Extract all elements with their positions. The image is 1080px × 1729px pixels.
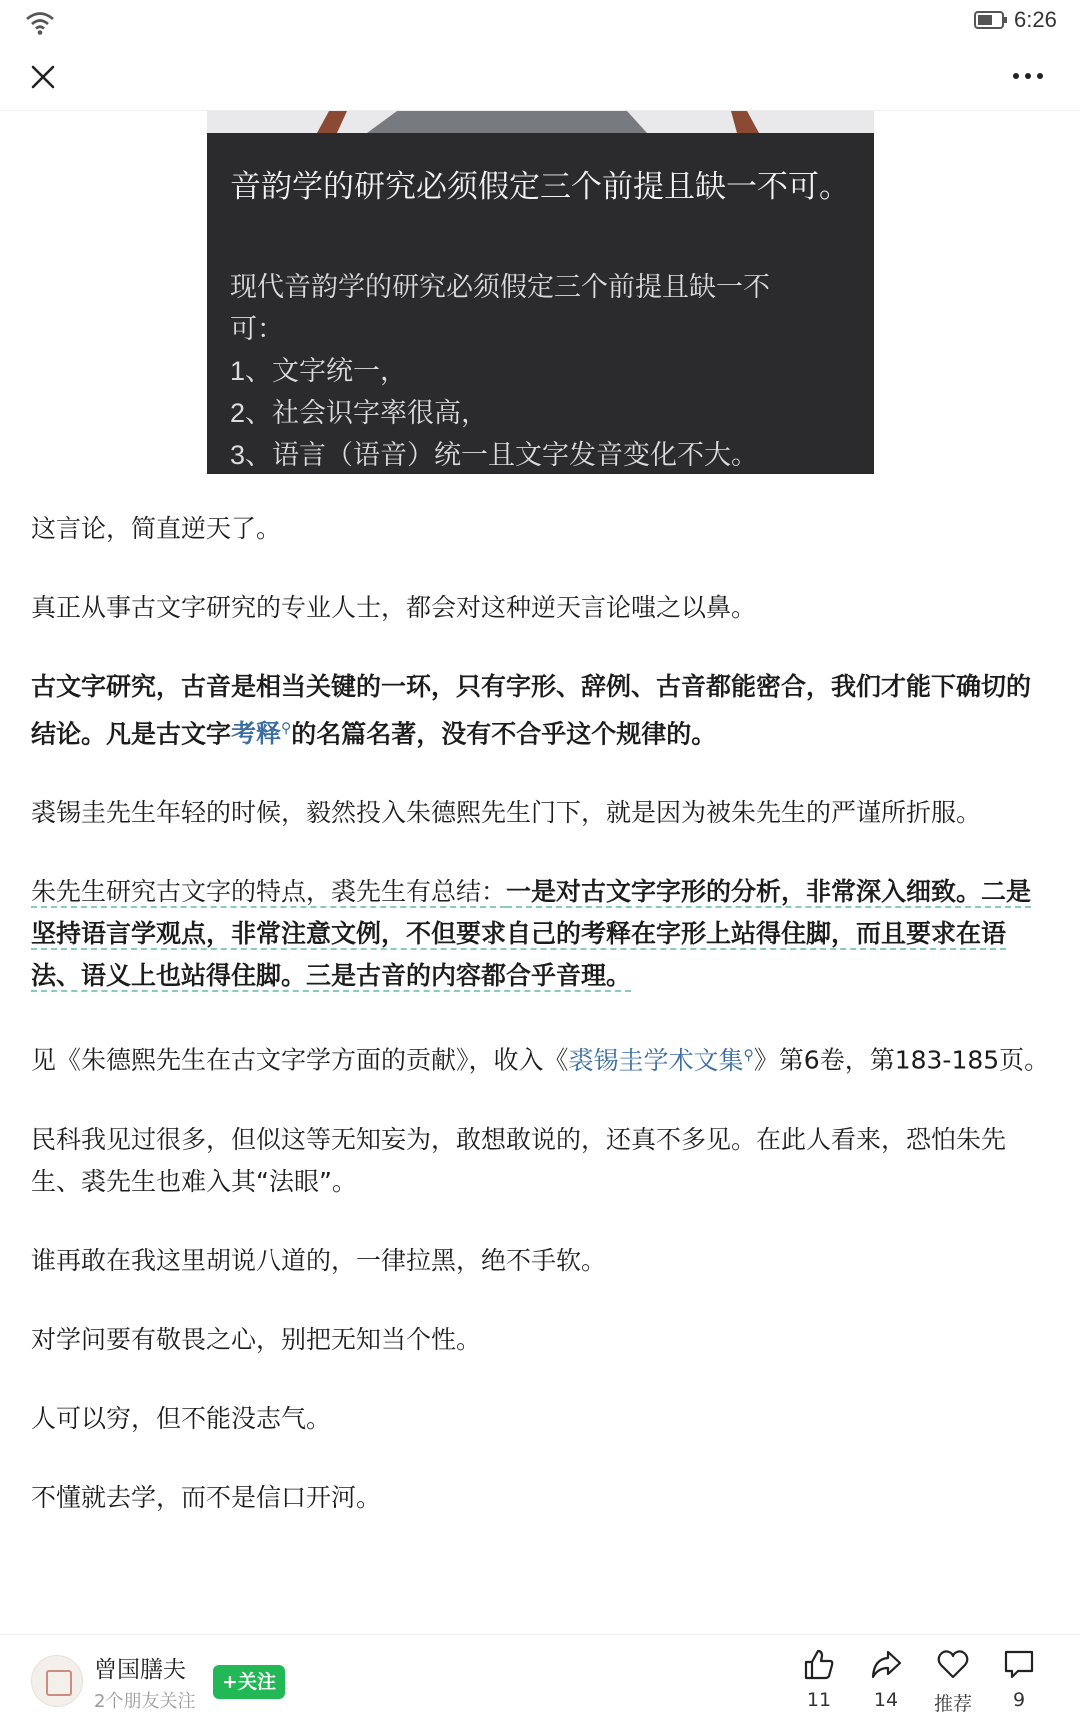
- paragraph-text: 见《朱德熙先生在古文字学方面的贡献》，收入《: [31, 1045, 569, 1075]
- image-title: 音韵学的研究必须假定三个前提且缺一不可。: [230, 169, 850, 204]
- share-icon: [869, 1647, 903, 1681]
- paragraph: 谁再敢在我这里胡说八道的，一律拉黑，绝不手软。: [31, 1245, 607, 1275]
- comment-icon: [1002, 1647, 1036, 1681]
- author-name[interactable]: 曾国膳夫: [94, 1657, 186, 1683]
- paragraph: 对学问要有敬畏之心，别把无知当个性。: [31, 1324, 482, 1354]
- keyword-link-text: 考释: [231, 719, 282, 749]
- avatar[interactable]: [31, 1655, 83, 1707]
- paragraph: 不懂就去学，而不是信口开河。: [31, 1482, 382, 1512]
- share-count: 14: [873, 1689, 899, 1711]
- battery-icon: [974, 11, 1008, 29]
- share-button[interactable]: [856, 1647, 916, 1711]
- paragraph-bold: [31, 666, 1051, 755]
- paragraph-text: 的名篇名著，没有不合乎这个规律的。: [291, 719, 717, 749]
- image-decoration: [207, 111, 874, 133]
- like-icon: [802, 1647, 836, 1681]
- keyword-link[interactable]: [231, 719, 291, 748]
- recommend-label: 推荐: [933, 1693, 972, 1715]
- avatar-seal: [46, 1670, 72, 1696]
- comment-count: 9: [1012, 1689, 1026, 1711]
- bottom-bar: [0, 1634, 1080, 1729]
- search-icon: ⚲: [281, 721, 292, 737]
- article-body: [31, 508, 1051, 1519]
- follow-button[interactable]: +关注: [213, 1665, 285, 1699]
- paragraph-text: 古文字研究，古音是相当关键的一环，只有字形、辞例、古音都能密合，我们才能下确切的结论。凡是古文字: [31, 672, 1032, 749]
- keyword-link-text: 裘锡圭学术文集: [568, 1045, 744, 1075]
- image-top-strip: [207, 111, 874, 133]
- search-icon: ⚲: [743, 1047, 754, 1064]
- paragraph: 这言论，简直逆天了。: [31, 514, 282, 543]
- image-line: 3、语言（语音）统一且文字发音变化不大。: [230, 440, 759, 470]
- comment-button[interactable]: [989, 1647, 1049, 1711]
- like-button[interactable]: [789, 1647, 849, 1711]
- close-icon[interactable]: [26, 60, 60, 94]
- paragraph: 人可以穷，但不能没志气。: [31, 1403, 332, 1433]
- top-bar: [0, 44, 1080, 111]
- status-bar: [0, 0, 1080, 44]
- image-line: 可：: [230, 314, 284, 344]
- image-line: 现代音韵学的研究必须假定三个前提且缺一不: [230, 272, 770, 302]
- keyword-link[interactable]: [569, 1046, 754, 1075]
- paragraph: 裘锡圭先生年轻的时候，毅然投入朱德熙先生门下，就是因为被朱先生的严谨所折服。: [31, 798, 982, 828]
- paragraph: 真正从事古文字研究的专业人士，都会对这种逆天言论嗤之以鼻。: [31, 593, 757, 622]
- highlight-text: 朱先生研究古文字的特点，裘先生有总结：: [31, 877, 507, 907]
- author-followers: 2个朋友关注: [94, 1691, 196, 1712]
- paragraph: [31, 1034, 1051, 1081]
- image-body: [230, 266, 850, 474]
- like-count: 11: [806, 1689, 832, 1711]
- paragraph-highlighted: [31, 871, 1051, 997]
- status-time: 6:26: [1014, 7, 1057, 32]
- wifi-icon: [24, 8, 56, 36]
- more-icon[interactable]: [1008, 64, 1048, 88]
- recommend-button[interactable]: [923, 1647, 983, 1716]
- heart-icon: [936, 1647, 970, 1681]
- paragraph-text: 》第6卷，第183-185页。: [753, 1045, 1050, 1075]
- paragraph: 民科我见过很多，但似这等无知妄为，敢想敢说的，还真不多见。在此人看来，恐怕朱先生、裘先生也难入其“法眼”。: [31, 1124, 1007, 1196]
- highlight-text-bold: 一是对古文字字形的分析，非常深入细致。二是坚持语言学观点，非常注意文例，不但要求自己的考释在字形上站得住脚，而且要求在语法、语义上也站得住脚。三是古音的内容都合乎音理。: [31, 877, 1032, 991]
- image-line: 1、文字统一，: [230, 356, 408, 386]
- image-line: 2、社会识字率很高，: [230, 398, 489, 428]
- article-image[interactable]: [207, 111, 874, 474]
